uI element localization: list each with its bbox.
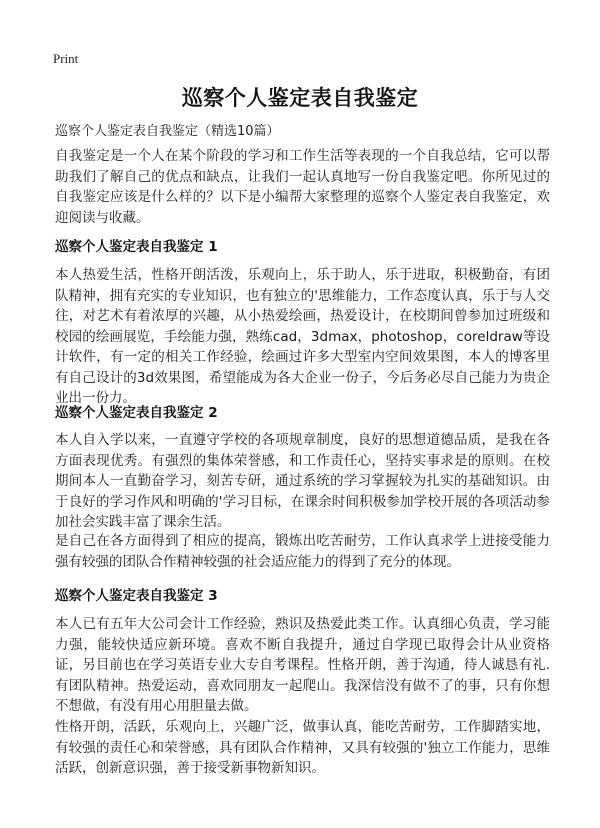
print-link[interactable]: Print: [53, 51, 79, 66]
intro-paragraph: 自我鉴定是一个人在某个阶段的学习和工作生活等表现的一个自我总结，它可以帮助我们了解自己的优点和缺点，让我们一起认真地写一份自我鉴定吧。你所见过的自我鉴定应该是什么样的？以下是小编帮大家整理的巡察个人鉴定表自我鉴定，欢迎阅读与收藏。: [55, 148, 550, 226]
page-subtitle: 巡察个人鉴定表自我鉴定（精选10篇）: [55, 124, 280, 139]
section-2-paragraph-2: 是自己在各方面得到了相应的提高，锻炼出吃苦耐劳，工作认真求学上进接受能力强有较强的团队合作精神较强的社会适应能力的得到了充分的体现。: [55, 533, 550, 570]
section-1-paragraph-1: 本人热爱生活，性格开朗活泼，乐观向上，乐于助人，乐于进取，积极勤奋，有团队精神，拥有充实的专业知识，也有独立的'思维能力，工作态度认真，乐于与人交往，对艺术有着浓厚的兴趣，从小热爱绘画，热爱设计，在校期间曾参加过班级和校园的绘画展览，手绘能力强，熟练cad，3dmax，photoshop，coreldraw等设计软件，有一定的相关工作经验，绘画过许多大型室内空间效果图，本人的博客里有自己设计的3d效果图，希望能成为各大企业一份子，今后务必尽自己能力为贵企业出一份力。: [55, 267, 550, 406]
section-heading-2: 巡察个人鉴定表自我鉴定 2: [55, 405, 218, 421]
page-title: 巡察个人鉴定表自我鉴定: [181, 86, 419, 110]
section-3-paragraph-1: 本人已有五年大公司会计工作经验，熟识及热爱此类工作。认真细心负责，学习能力强，能较快适应新环境。喜欢不断自我提升，通过自学现已取得会计从业资格证，另目前也在学习英语专业大专自考课程。性格开朗，善于沟通，待人诚恳有礼.有团队精神。热爱运动，喜欢同朋友一起爬山。我深信没有做不了的事，只有你想不想做，有没有用心用胆量去做。: [55, 616, 550, 714]
section-3-paragraph-2: 性格开朗，活跃，乐观向上，兴趣广泛，做事认真，能吃苦耐劳，工作脚踏实地，有较强的责任心和荣誉感，具有团队合作精神，又具有较强的'独立工作能力，思维活跃，创新意识强，善于接受新事物新知识。: [55, 719, 550, 776]
section-heading-3: 巡察个人鉴定表自我鉴定 3: [55, 588, 218, 604]
section-2-paragraph-1: 本人自入学以来，一直遵守学校的各项规章制度，良好的思想道德品质，是我在各方面表现优秀。有强烈的集体荣誉感，和工作责任心，坚持实事求是的原则。在校期间本人一直勤奋学习，刻苦专研，通过系统的学习掌握较为扎实的基础知识。由于良好的学习作风和明确的'学习目标，在课余时间积极参加学校开展的各项活动参加社会实践丰富了课余生活。: [55, 432, 550, 530]
section-heading-1: 巡察个人鉴定表自我鉴定 1: [55, 239, 218, 255]
